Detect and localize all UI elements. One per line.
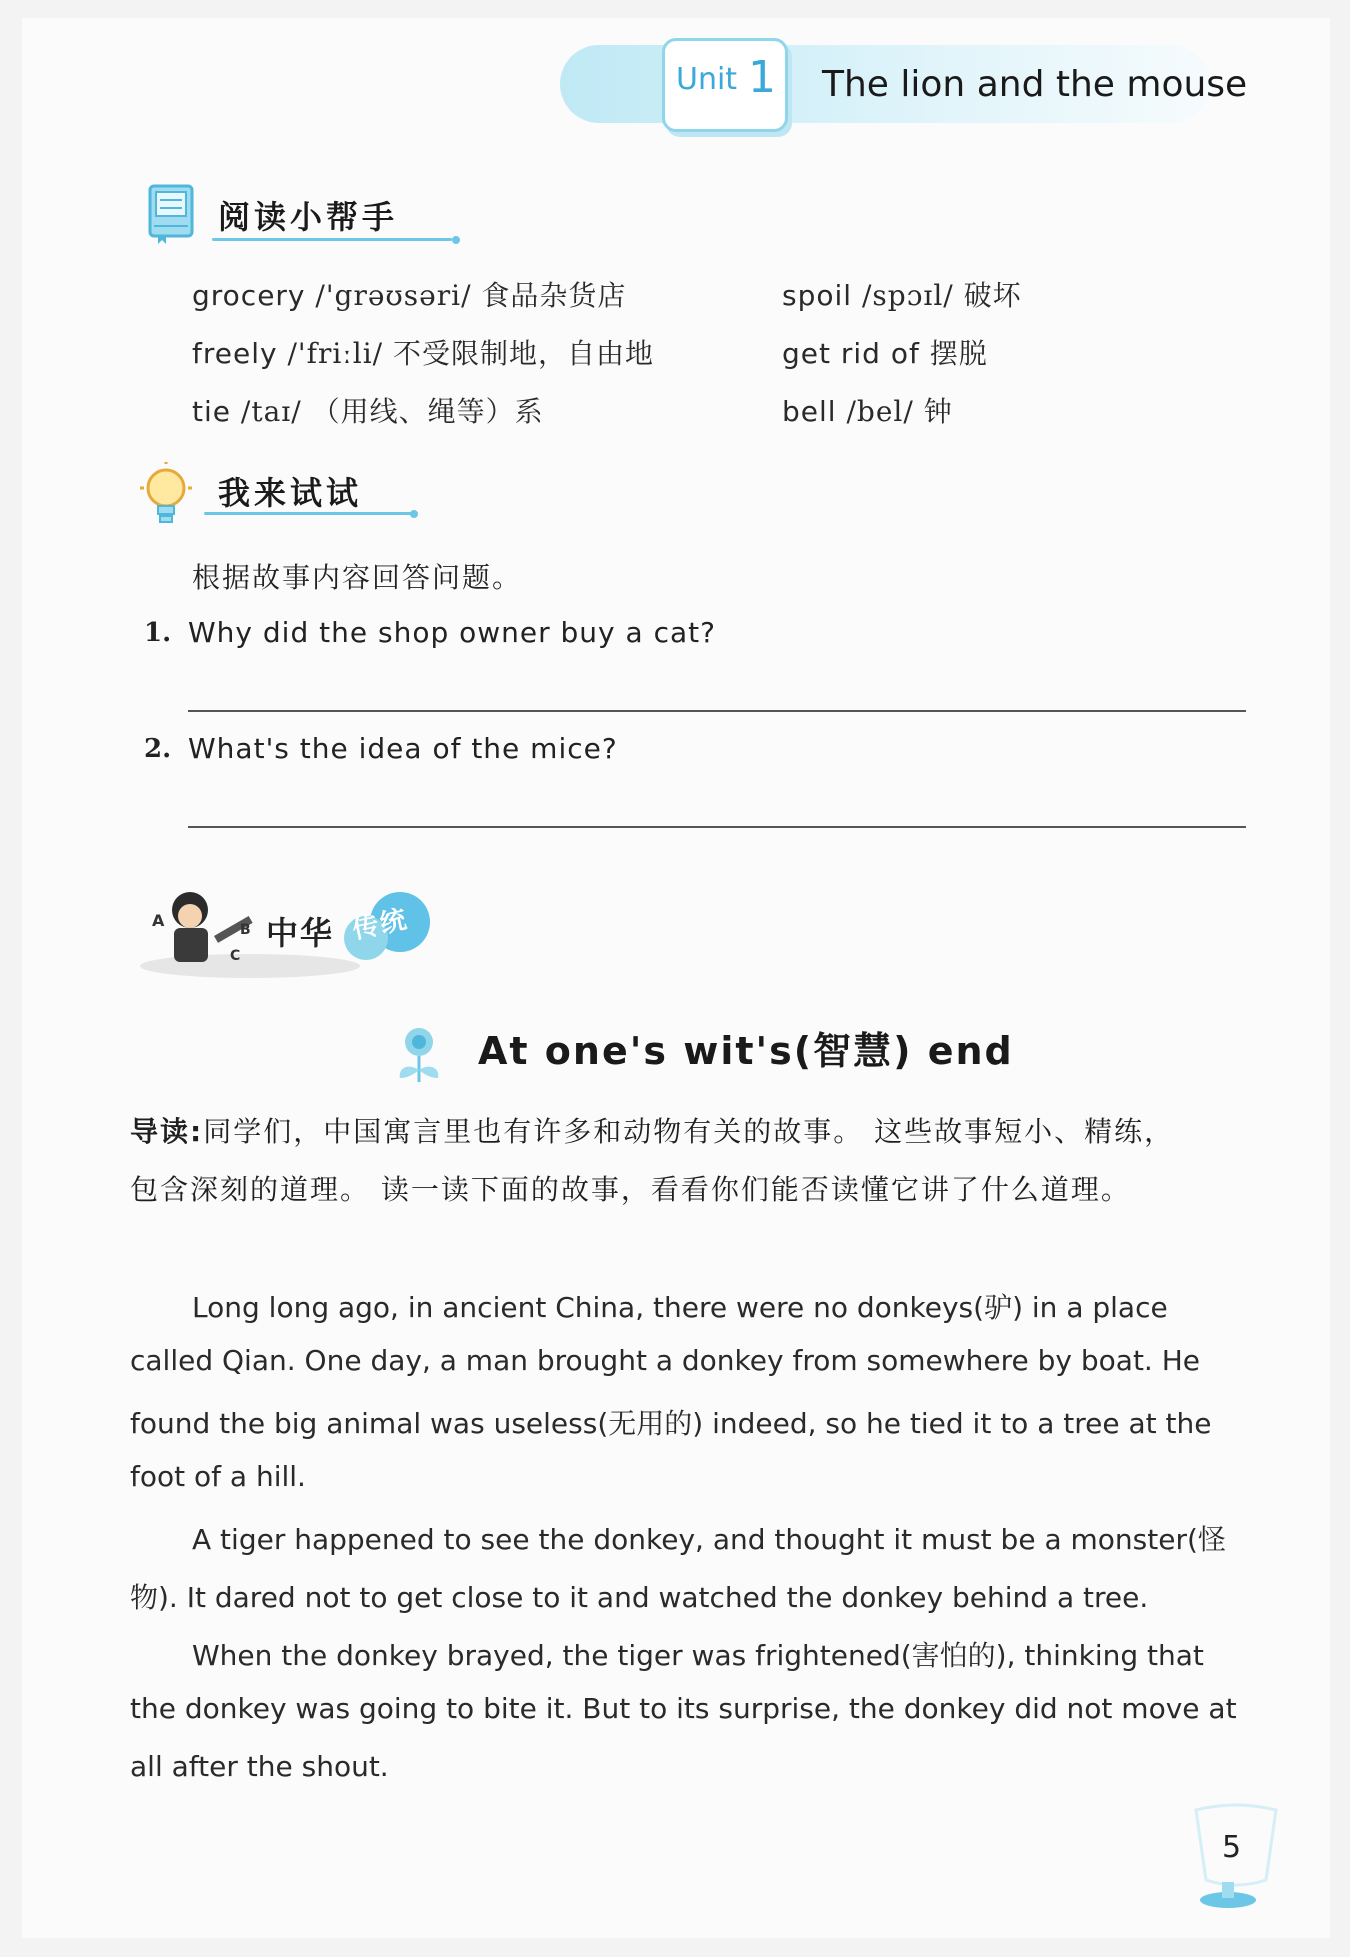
try-it-underline <box>204 512 412 515</box>
story-title: At one's wit's(智慧) end <box>478 1029 1014 1073</box>
vocab-meaning: 不受限制地，自由地 <box>393 337 655 370</box>
vocab-meaning: （用线、绳等）系 <box>311 395 544 428</box>
intro-label: 导读: <box>130 1115 204 1148</box>
answer-line[interactable] <box>188 710 1246 712</box>
vocab-item-bell <box>782 390 953 430</box>
vocab-meaning: 钟 <box>923 395 953 428</box>
vocab-item-get-rid-of <box>782 332 988 372</box>
story-line: Long long ago, in ancient China, there were no donkeys(驴) in a place <box>192 1291 1168 1324</box>
unit-title: The lion and the mouse <box>822 64 1248 105</box>
question-text: What's the idea of the mice? <box>188 732 618 765</box>
question-number: 2. <box>144 734 172 764</box>
vocab-word: tie <box>192 395 231 428</box>
vocab-item-grocery <box>192 274 626 314</box>
story-line: the donkey was going to bite it. But to its surprise, the donkey did not move at <box>130 1692 1237 1725</box>
vocab-ipa: /'friːli/ <box>287 337 384 370</box>
unit-number: 1 <box>748 52 776 103</box>
story-intro-line-1 <box>130 1110 1250 1150</box>
vocab-ipa: /taɪ/ <box>240 395 302 428</box>
vocab-item-spoil <box>782 274 1022 314</box>
question-number: 1. <box>144 618 172 648</box>
story-line: foot of a hill. <box>130 1460 306 1493</box>
vocab-meaning: 摆脱 <box>929 337 988 370</box>
tradition-bubble-label: 传统 <box>350 904 412 946</box>
flower-icon <box>392 1022 446 1086</box>
vocab-ipa: /'grəʊsəri/ <box>315 279 472 312</box>
story-intro-line-2: 包含深刻的道理。 读一读下面的故事，看看你们能否读懂它讲了什么道理。 <box>130 1173 1131 1206</box>
vocab-ipa: /spɔɪl/ <box>861 279 954 312</box>
try-it-dot <box>410 510 418 518</box>
vocab-item-freely <box>192 332 654 372</box>
story-line: A tiger happened to see the donkey, and thought it must be a monster(怪 <box>192 1523 1226 1556</box>
intro-text: 同学们，中国寓言里也有许多和动物有关的故事。 这些故事短小、精练， <box>203 1115 1175 1148</box>
reading-helper-dot <box>452 236 460 244</box>
try-it-title: 我来试试 <box>218 474 363 512</box>
lightbulb-icon <box>140 462 192 530</box>
vocab-word: grocery <box>192 279 306 312</box>
reading-helper-underline <box>212 238 452 241</box>
vocab-meaning: 破坏 <box>963 279 1022 312</box>
story-line: found the big animal was useless(无用的) indeed, so he tied it to a tree at the <box>130 1407 1212 1440</box>
question-text: Why did the shop owner buy a cat? <box>188 616 716 649</box>
vocab-word: spoil <box>782 279 853 312</box>
answer-line[interactable] <box>188 826 1246 828</box>
page-number: 5 <box>1222 1830 1242 1865</box>
story-line: When the donkey brayed, the tiger was frightened(害怕的), thinking that <box>192 1639 1204 1672</box>
book-icon <box>146 182 198 246</box>
tradition-label: 中华 <box>266 914 335 952</box>
svg-text:B: B <box>240 922 251 938</box>
story-line: called Qian. One day, a man brought a donkey from somewhere by boat. He <box>130 1344 1201 1377</box>
svg-text:A: A <box>152 911 165 930</box>
story-line: all after the shout. <box>130 1750 389 1783</box>
reading-helper-title: 阅读小帮手 <box>218 198 399 236</box>
unit-label: Unit <box>676 62 738 97</box>
vocab-word: get rid of <box>782 337 920 370</box>
vocab-item-tie <box>192 390 544 430</box>
story-line: 物). It dared not to get close to it and watched the donkey behind a tree. <box>130 1581 1149 1614</box>
try-it-instruction: 根据故事内容回答问题。 <box>192 561 523 594</box>
vocab-meaning: 食品杂货店 <box>481 279 627 312</box>
vocab-word: freely <box>192 337 278 370</box>
svg-text:C: C <box>230 948 241 964</box>
vocab-ipa: /bel/ <box>846 395 914 428</box>
vocab-word: bell <box>782 395 837 428</box>
